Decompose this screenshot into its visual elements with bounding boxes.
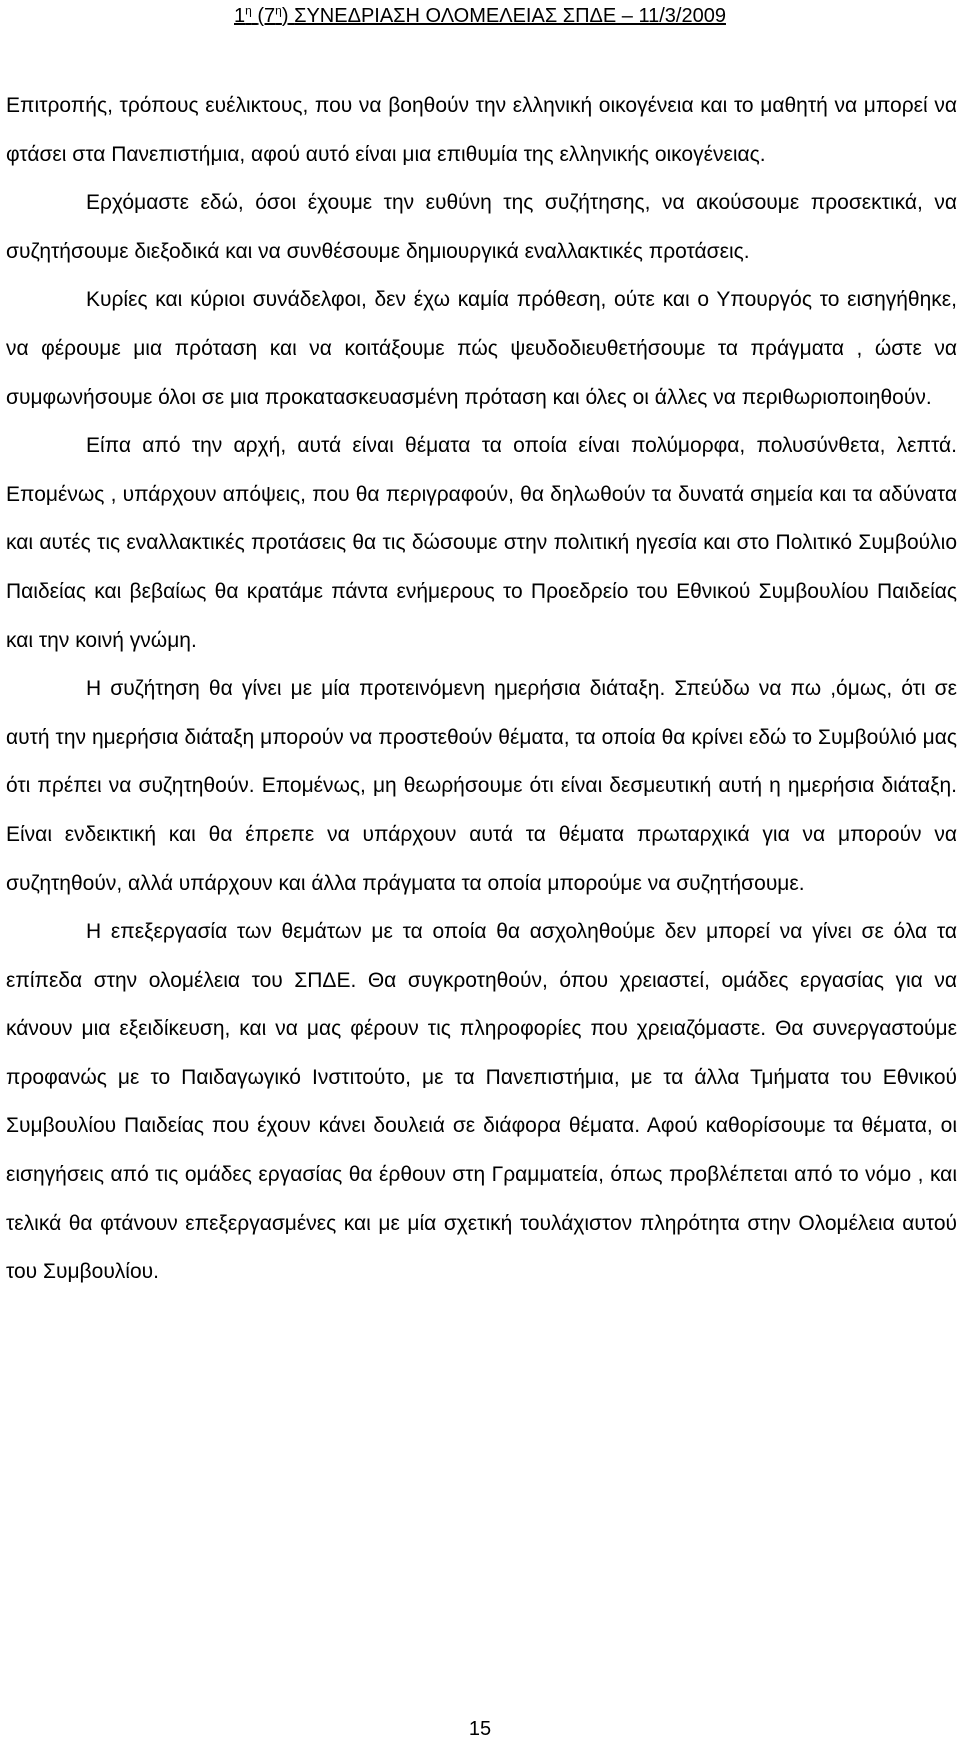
paragraph: Η συζήτηση θα γίνει με μία προτεινόμενη ημερήσια διάταξη. Σπεύδω να πω ,όμως, ότι σε αυτή την ημερήσια διάταξη μπορούν να προστεθούν θέματα, τα οποία θα κρίνει εδώ το Συμβούλιό μας ότι πρέπει να συζητηθούν. Επομένως, μη θεωρήσουμε ότι είναι δεσμευτική αυτή η ημερήσια διάταξη. Είναι ενδεικτική και θα έπρεπε να υπάρχουν αυτά τα θέματα πρωταρχικά για να μπορούν να συζητηθούν, αλλά υπάρχουν και άλλα πράγματα τα οποία μπορούμε να συζητήσουμε. [6, 677, 957, 895]
header-title: ΣΥΝΕΔΡΙΑΣΗ ΟΛΟΜΕΛΕΙΑΣ ΣΠΔΕ – 11/3/2009 [294, 5, 726, 27]
session-number-sup: η [245, 3, 252, 18]
header-title-line [234, 5, 726, 27]
paragraph: Είπα από την αρχή, αυτά είναι θέματα τα οποία είναι πολύμορφα, πολυσύνθετα, λεπτά. Επομένως , υπάρχουν απόψεις, που θα περιγραφούν, θα δηλωθούν τα δυνατά σημεία και τα αδύνατα και αυτές τις εναλλακτικές προτάσεις θα τις δώσουμε στην πολιτική ηγεσία και στο Πολιτικό Συμβούλιο Παιδείας και βεβαίως θα κρατάμε πάντα ενήμερους το Προεδρείο του Εθνικού Συμβουλίου Παιδείας και την κοινή γνώμη. [6, 434, 957, 652]
document-body [6, 82, 957, 1297]
session-ordinal-close: ) [281, 5, 289, 27]
paragraph: Κυρίες και κύριοι συνάδελφοι, δεν έχω καμία πρόθεση, ούτε και ο Υπουργός το εισηγήθηκε, να φέρουμε μια πρόταση και να κοιτάξουμε πώς ψευδοδιευθετήσουμε τα πράγματα , ώστε να συμφωνήσουμε όλοι σε μια προκατασκευασμένη πρόταση και όλες οι άλλες να περιθωριοποιηθούν. [6, 288, 957, 409]
session-ordinal-sup: η [275, 3, 282, 18]
paragraph: Η επεξεργασία των θεμάτων με τα οποία θα ασχοληθούμε δεν μπορεί να γίνει σε όλα τα επίπεδα στην ολομέλεια του ΣΠΔΕ. Θα συγκροτηθούν, όπου χρειαστεί, ομάδες εργασίας για να κάνουν μια εξειδίκευση, και να μας φέρουν τις πληροφορίες που χρειαζόμαστε. Θα συνεργαστούμε προφανώς με το Παιδαγωγικό Ινστιτούτο, με τα Πανεπιστήμια, με τα άλλα Τμήματα του Εθνικού Συμβουλίου Παιδείας που έχουν κάνει δουλειά σε διάφορα θέματα. Αφού καθορίσουμε τα θέματα, οι εισηγήσεις από τις ομάδες εργασίας θα έρθουν στη Γραμματεία, όπως προβλέπεται από το νόμο , και τελικά θα φτάνουν επεξεργασμένες και με μία σχετική τουλάχιστον πληρότητα στην Ολομέλεια αυτού του Συμβουλίου. [6, 920, 957, 1284]
page-header [0, 4, 960, 28]
session-ordinal-open: (7 [257, 5, 276, 27]
page-number: 15 [468, 1718, 492, 1740]
paragraph: Ερχόμαστε εδώ, όσοι έχουμε την ευθύνη της συζήτησης, να ακούσουμε προσεκτικά, να συζητήσουμε διεξοδικά και να συνθέσουμε δημιουργικά εναλλακτικές προτάσεις. [6, 191, 957, 263]
paragraph-continuation: Επιτροπής, τρόπους ευέλικτους, που να βοηθούν την ελληνική οικογένεια και το μαθητή να μπορεί να φτάσει στα Πανεπιστήμια, αφού αυτό είναι μια επιθυμία της ελληνικής οικογένειας. [6, 94, 957, 166]
session-number: 1 [234, 5, 246, 27]
